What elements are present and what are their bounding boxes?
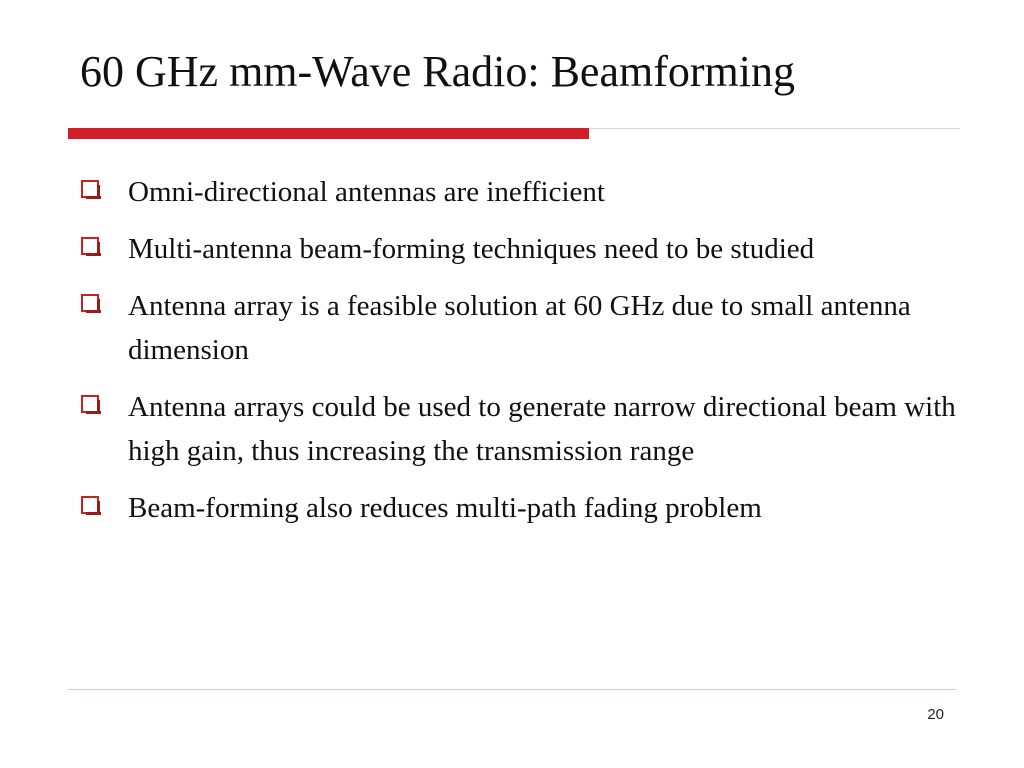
bullet-item xyxy=(74,227,964,271)
title-accent-bar xyxy=(68,128,589,139)
bullet-text: Beam-forming also reduces multi-path fading problem xyxy=(128,492,762,524)
bullet-item xyxy=(74,170,964,214)
bullet-item xyxy=(74,486,964,530)
square-bullet-icon xyxy=(81,294,99,312)
bullet-item xyxy=(74,284,964,372)
footer-divider-line xyxy=(68,689,956,690)
title-divider-line xyxy=(589,128,960,129)
square-bullet-icon xyxy=(81,496,99,514)
bullet-text: Multi-antenna beam-forming techniques need to be studied xyxy=(128,233,815,265)
bullet-text: Omni-directional antennas are inefficient xyxy=(128,176,605,208)
square-bullet-icon xyxy=(81,180,99,198)
bullet-item xyxy=(74,385,964,473)
bullet-text: Antenna array is a feasible solution at 60 GHz due to small antenna dimension xyxy=(128,290,911,366)
slide-title: 60 GHz mm-Wave Radio: Beamforming xyxy=(80,47,795,96)
bullet-text: Antenna arrays could be used to generate narrow directional beam with high gain, thus increasing the transmission range xyxy=(128,391,956,467)
square-bullet-icon xyxy=(81,237,99,255)
page-number: 20 xyxy=(927,706,944,723)
bullet-list xyxy=(74,170,964,543)
square-bullet-icon xyxy=(81,395,99,413)
